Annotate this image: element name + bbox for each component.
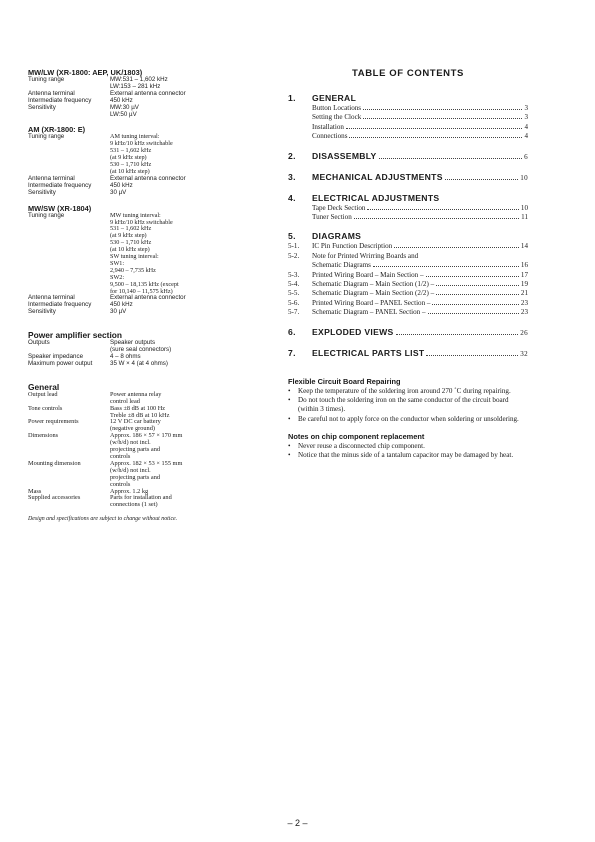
- spec-label: Intermediate frequency: [28, 181, 92, 189]
- toc-section-heading: [288, 193, 528, 204]
- toc-list: [288, 93, 528, 360]
- note-item: [288, 415, 528, 424]
- toc-entry: [288, 204, 528, 213]
- bullet-icon: •: [288, 395, 291, 404]
- note-item: [288, 396, 528, 415]
- toc-section-heading: [288, 93, 528, 104]
- toc-leader-dots: [363, 118, 522, 119]
- toc-entry-number: 5-6.: [288, 298, 300, 307]
- toc-entry: [288, 242, 528, 251]
- toc-leader-dots: [349, 137, 522, 138]
- toc-column: [288, 68, 528, 468]
- toc-entry-number: 5-2.: [288, 251, 300, 260]
- spec-value-line: Approx. 186 × 57 × 170 mm: [110, 432, 183, 440]
- spec-row: [28, 406, 253, 420]
- spec-value: [110, 406, 253, 420]
- spec-value-line: (at 10 kHz step): [110, 167, 150, 175]
- spec-row: [28, 419, 253, 433]
- toc-entry-title: Setting the Clock: [312, 113, 362, 122]
- toc-page-number: 19: [520, 280, 528, 289]
- toc-page-number: 10: [520, 203, 528, 212]
- toc-leader-dots: [436, 294, 519, 295]
- spec-value: [110, 340, 253, 354]
- spec-heading: AM (XR-1800: E): [28, 125, 86, 135]
- toc-page-number: 32: [520, 349, 528, 358]
- spec-label: Intermediate frequency: [28, 301, 92, 309]
- spec-value: [110, 461, 253, 489]
- spec-value-line: MW:531 – 1,602 kHz: [110, 76, 168, 83]
- toc-leader-dots: [426, 276, 519, 277]
- spec-section-mwsw: [28, 204, 253, 317]
- spec-label: Tuning range: [28, 211, 65, 219]
- toc-entry-number: 5-1.: [288, 242, 300, 251]
- spec-label: Speaker impedance: [28, 353, 84, 360]
- spec-value-line: (negative ground): [110, 425, 155, 433]
- toc-page-number: 23: [520, 298, 528, 307]
- spec-label: Sensitivity: [28, 103, 56, 111]
- spec-value-line: Treble ±8 dB at 10 kHz: [110, 411, 170, 419]
- toc-leader-dots: [346, 128, 523, 129]
- spec-value: [110, 134, 253, 175]
- toc-entry-continuation: [288, 261, 528, 270]
- toc-entry: [288, 123, 528, 132]
- spec-value-line: (at 9 kHz step): [110, 154, 147, 162]
- toc-section-title: DISASSEMBLY: [312, 150, 377, 161]
- toc-entry: [288, 299, 528, 308]
- toc-entry: [288, 289, 528, 298]
- spec-value-line: 531 – 1,602 kHz: [110, 147, 152, 155]
- spec-value-line: controls: [110, 480, 131, 488]
- toc-entry-number: 5-3.: [288, 270, 300, 279]
- toc-section-number: 6.: [288, 326, 296, 337]
- toc-page-number: 17: [520, 270, 528, 279]
- spec-value: [110, 309, 253, 316]
- spec-row: [28, 495, 253, 509]
- spec-value-line: controls: [110, 452, 131, 460]
- spec-row: [28, 105, 253, 119]
- spec-heading: General: [28, 381, 60, 392]
- toc-page-number: 11: [521, 213, 528, 222]
- spec-label: Sensitivity: [28, 188, 56, 196]
- spec-value: [110, 392, 253, 406]
- toc-section: [288, 327, 528, 339]
- spec-disclaimer: Design and specifications are subject to change without notice.: [28, 516, 178, 523]
- spec-value: [110, 361, 253, 368]
- spec-value-line: AM tuning interval:: [110, 133, 160, 141]
- spec-row: [28, 98, 253, 105]
- toc-section: [288, 93, 528, 142]
- toc-leader-dots: [432, 304, 518, 305]
- spec-value-line: (w/h/d) not incl.: [110, 439, 151, 447]
- spec-value: [110, 105, 253, 119]
- spec-row: [28, 77, 253, 91]
- spec-row: [28, 213, 253, 296]
- toc-section-title: MECHANICAL ADJUSTMENTS: [312, 171, 443, 182]
- spec-value-line: Parts for installation and: [110, 494, 172, 502]
- spec-value-line: (at 9 kHz step): [110, 232, 147, 240]
- toc-leader-dots: [445, 179, 519, 180]
- toc-page-number: 26: [520, 328, 528, 337]
- spec-value-line: 30 µV: [110, 308, 127, 316]
- toc-leader-dots: [436, 285, 519, 286]
- toc-entry-title: Schematic Diagram – Main Section (1/2) –: [312, 280, 435, 289]
- toc-entry: [288, 280, 528, 289]
- toc-page-number: 23: [520, 308, 528, 317]
- spec-value: [110, 213, 253, 296]
- spec-value-line: (w/h/d) not incl.: [110, 466, 151, 474]
- toc-section-heading: [288, 231, 528, 242]
- spec-label: Outputs: [28, 339, 50, 347]
- toc-entry-title: Button Locations: [312, 104, 362, 112]
- spec-value-line: 9 kHz/10 kHz switchable: [110, 218, 173, 226]
- spec-label: Sensitivity: [28, 308, 56, 316]
- toc-section: [288, 172, 528, 184]
- toc-page-number: 6: [524, 152, 528, 161]
- toc-leader-dots: [379, 158, 523, 159]
- toc-entry-title: Printed Wiring Board – Main Section –: [312, 270, 424, 279]
- spec-value-line: (sure seal connectors): [110, 346, 172, 354]
- spec-value-line: 2,940 – 7,735 kHz: [110, 266, 156, 274]
- toc-leader-dots: [354, 218, 519, 219]
- note-item: [288, 442, 528, 451]
- spec-value-line: for 10,140 – 11,575 kHz): [110, 287, 173, 295]
- toc-section: [288, 231, 528, 317]
- toc-entry-number: 5-7.: [288, 308, 300, 317]
- toc-entry-title: Connections: [312, 132, 348, 141]
- note-item: [288, 387, 528, 396]
- spec-row: [28, 134, 253, 175]
- toc-entry: [288, 271, 528, 280]
- spec-value-line: Bass ±8 dB at 100 Hz: [110, 404, 166, 412]
- spec-value-line: MW tuning interval:: [110, 211, 161, 219]
- spec-value-line: 530 – 1,710 kHz: [110, 239, 152, 247]
- toc-page-number: 16: [520, 261, 528, 270]
- spec-label: Maximum power output: [28, 359, 93, 367]
- spec-label: Mass: [28, 487, 42, 495]
- toc-entry-title: Tape Deck Section: [312, 203, 366, 212]
- toc-section-title: EXPLODED VIEWS: [312, 326, 394, 337]
- spec-value: [110, 302, 253, 309]
- spec-value-line: 9,500 – 18,135 kHz (except: [110, 280, 179, 288]
- spec-label: Power requirements: [28, 418, 79, 426]
- spec-value: [110, 183, 253, 190]
- toc-entry-title: Note for Printed Wrirring Boards and: [312, 251, 419, 260]
- toc-section-heading: [288, 327, 528, 339]
- specifications-column: [28, 68, 253, 523]
- toc-section-heading: [288, 151, 528, 163]
- spec-value: [110, 190, 253, 197]
- toc-page-number: 3: [524, 113, 528, 122]
- spec-heading: MW/SW (XR-1804): [28, 203, 92, 213]
- toc-entry-title: Printed Wiring Board – PANEL Section –: [312, 298, 431, 307]
- spec-value-line: connections (1 set): [110, 501, 158, 509]
- spec-label: Supplied accessories: [28, 494, 81, 502]
- spec-label: Tuning range: [28, 133, 65, 141]
- spec-section-mwlw: [28, 68, 253, 118]
- page-number: – 2 –: [287, 818, 308, 828]
- note-item: [288, 451, 528, 460]
- chip-notes-list: [288, 442, 528, 461]
- spec-section-power: [28, 330, 253, 368]
- spec-row: [28, 340, 253, 354]
- spec-heading: MW/LW (XR-1800: AEP, UK/1803): [28, 68, 143, 77]
- toc-entry-title: Schematic Diagram – PANEL Section –: [312, 308, 426, 317]
- spec-value-line: 4 – 8 ohms: [110, 353, 141, 360]
- toc-entry-title: Schematic Diagrams: [312, 261, 371, 270]
- spec-label: Antenna terminal: [28, 89, 75, 97]
- toc-section-heading: [288, 348, 528, 360]
- spec-value-line: 9 kHz/10 kHz switchable: [110, 140, 173, 148]
- spec-value-line: External antenna connector: [110, 174, 186, 182]
- spec-row: [28, 361, 253, 368]
- flex-repair-list: [288, 387, 528, 424]
- toc-page-number: 10: [520, 173, 528, 182]
- note-text: Notice that the minus side of a tantalum capacitor may be damaged by heat.: [298, 451, 514, 460]
- note-text: Never reuse a disconnected chip component.: [298, 441, 425, 450]
- spec-label: Intermediate frequency: [28, 96, 92, 104]
- toc-leader-dots: [426, 355, 518, 356]
- toc-leader-dots: [373, 266, 519, 267]
- spec-value-line: MW:30 µV: [110, 103, 139, 111]
- toc-section: [288, 348, 528, 360]
- spec-value-line: projecting parts and: [110, 446, 161, 454]
- note-text: Keep the temperature of the soldering iron around 270 ˚C during repairing.: [298, 386, 511, 395]
- spec-label: Output lead: [28, 390, 58, 398]
- bullet-icon: •: [288, 451, 291, 460]
- spec-label: Tuning range: [28, 76, 65, 83]
- spec-section-am: [28, 125, 253, 196]
- spec-value-line: LW:50 µV: [110, 110, 137, 118]
- spec-value-line: 450 kHz: [110, 181, 133, 189]
- spec-value-line: External antenna connector: [110, 89, 186, 97]
- toc-entry-title: IC Pin Function Description: [312, 242, 393, 251]
- repair-notes: [288, 377, 528, 461]
- toc-section-number: 3.: [288, 171, 296, 182]
- toc-section-title: ELECTRICAL ADJUSTMENTS: [312, 192, 440, 203]
- toc-section: [288, 151, 528, 163]
- spec-value: [110, 77, 253, 91]
- toc-entry-title: Schematic Diagram – Main Section (2/2) –: [312, 289, 435, 298]
- toc-leader-dots: [363, 109, 522, 110]
- spec-heading: Power amplifier section: [28, 330, 123, 341]
- bullet-icon: •: [288, 441, 291, 450]
- toc-section-number: 4.: [288, 192, 296, 203]
- spec-label: Antenna terminal: [28, 174, 75, 182]
- chip-notes-heading: Notes on chip component replacement: [288, 431, 425, 441]
- spec-value-line: 30 µV: [110, 188, 127, 196]
- toc-section-number: 2.: [288, 150, 296, 161]
- spec-value-line: 12 V DC car battery: [110, 418, 161, 426]
- spec-value-line: 450 kHz: [110, 301, 133, 309]
- toc-page-number: 4: [524, 122, 528, 131]
- spec-label: Dimensions: [28, 432, 59, 440]
- spec-value-line: 531 – 1,602 kHz: [110, 225, 152, 233]
- toc-section-number: 5.: [288, 231, 296, 242]
- toc-section-title: GENERAL: [312, 93, 357, 103]
- toc-leader-dots: [367, 209, 518, 210]
- spec-row: [28, 190, 253, 197]
- spec-value-line: SW1:: [110, 259, 125, 267]
- toc-entry-number: 5-4.: [288, 280, 300, 289]
- spec-row: [28, 433, 253, 461]
- spec-row: [28, 302, 253, 309]
- toc-leader-dots: [428, 313, 519, 314]
- toc-section-number: 7.: [288, 347, 296, 358]
- toc-entry: [288, 113, 528, 122]
- note-text: Do not touch the soldering iron on the same conductor of the circuit board (within 3 times).: [298, 395, 509, 414]
- flex-repair-heading: Flexible Circuit Board Repairing: [288, 376, 401, 386]
- spec-label: Mounting dimension: [28, 459, 81, 467]
- toc-leader-dots: [394, 247, 519, 248]
- spec-value-line: Power antenna relay: [110, 390, 162, 398]
- toc-page-number: 4: [524, 132, 528, 141]
- spec-value: [110, 419, 253, 433]
- spec-value: [110, 495, 253, 509]
- spec-value-line: (at 10 kHz step): [110, 246, 150, 254]
- toc-entry: [288, 213, 528, 222]
- toc-title: TABLE OF CONTENTS: [352, 68, 464, 79]
- toc-entry-title: Tuner Section: [312, 213, 352, 222]
- toc-section-heading: [288, 172, 528, 184]
- spec-label: Antenna terminal: [28, 294, 75, 302]
- spec-value-line: 35 W × 4 (at 4 ohms): [110, 359, 168, 367]
- bullet-icon: •: [288, 414, 291, 423]
- spec-value-line: Speaker outputs: [110, 339, 156, 347]
- spec-value-line: 530 – 1,710 kHz: [110, 161, 152, 169]
- spec-row: [28, 461, 253, 489]
- toc-entry-number: 5-5.: [288, 289, 300, 298]
- spec-value-line: External antenna connector: [110, 294, 186, 302]
- spec-value-line: SW2:: [110, 273, 125, 281]
- toc-entry: [288, 104, 528, 113]
- spec-label: Tone controls: [28, 404, 63, 412]
- toc-entry-title: Installation: [312, 122, 344, 131]
- toc-page-number: 3: [524, 104, 528, 112]
- spec-value-line: LW:153 – 281 kHz: [110, 82, 161, 90]
- spec-row: [28, 183, 253, 190]
- toc-entry: [288, 252, 528, 261]
- toc-leader-dots: [396, 334, 519, 335]
- spec-value-line: 450 kHz: [110, 96, 133, 104]
- spec-value: [110, 433, 253, 461]
- spec-value-line: projecting parts and: [110, 473, 161, 481]
- spec-row: [28, 392, 253, 406]
- bullet-icon: •: [288, 386, 291, 395]
- spec-value-line: SW tuning interval:: [110, 253, 159, 261]
- toc-page-number: 14: [520, 242, 528, 251]
- toc-entry: [288, 308, 528, 317]
- spec-value-line: Approx. 182 × 53 × 155 mm: [110, 459, 183, 467]
- spec-section-general: [28, 382, 253, 509]
- spec-value-line: Approx. 1.2 kg: [110, 487, 149, 495]
- spec-value-line: control lead: [110, 397, 140, 405]
- note-text: Be careful not to apply force on the conductor when soldering or unsoldering.: [298, 414, 519, 423]
- toc-page-number: 21: [520, 289, 528, 298]
- toc-section: [288, 193, 528, 223]
- spec-row: [28, 309, 253, 316]
- toc-section-title: ELECTRICAL PARTS LIST: [312, 347, 425, 358]
- toc-section-title: DIAGRAMS: [312, 231, 362, 242]
- toc-section-number: 1.: [288, 93, 296, 103]
- toc-entry: [288, 132, 528, 141]
